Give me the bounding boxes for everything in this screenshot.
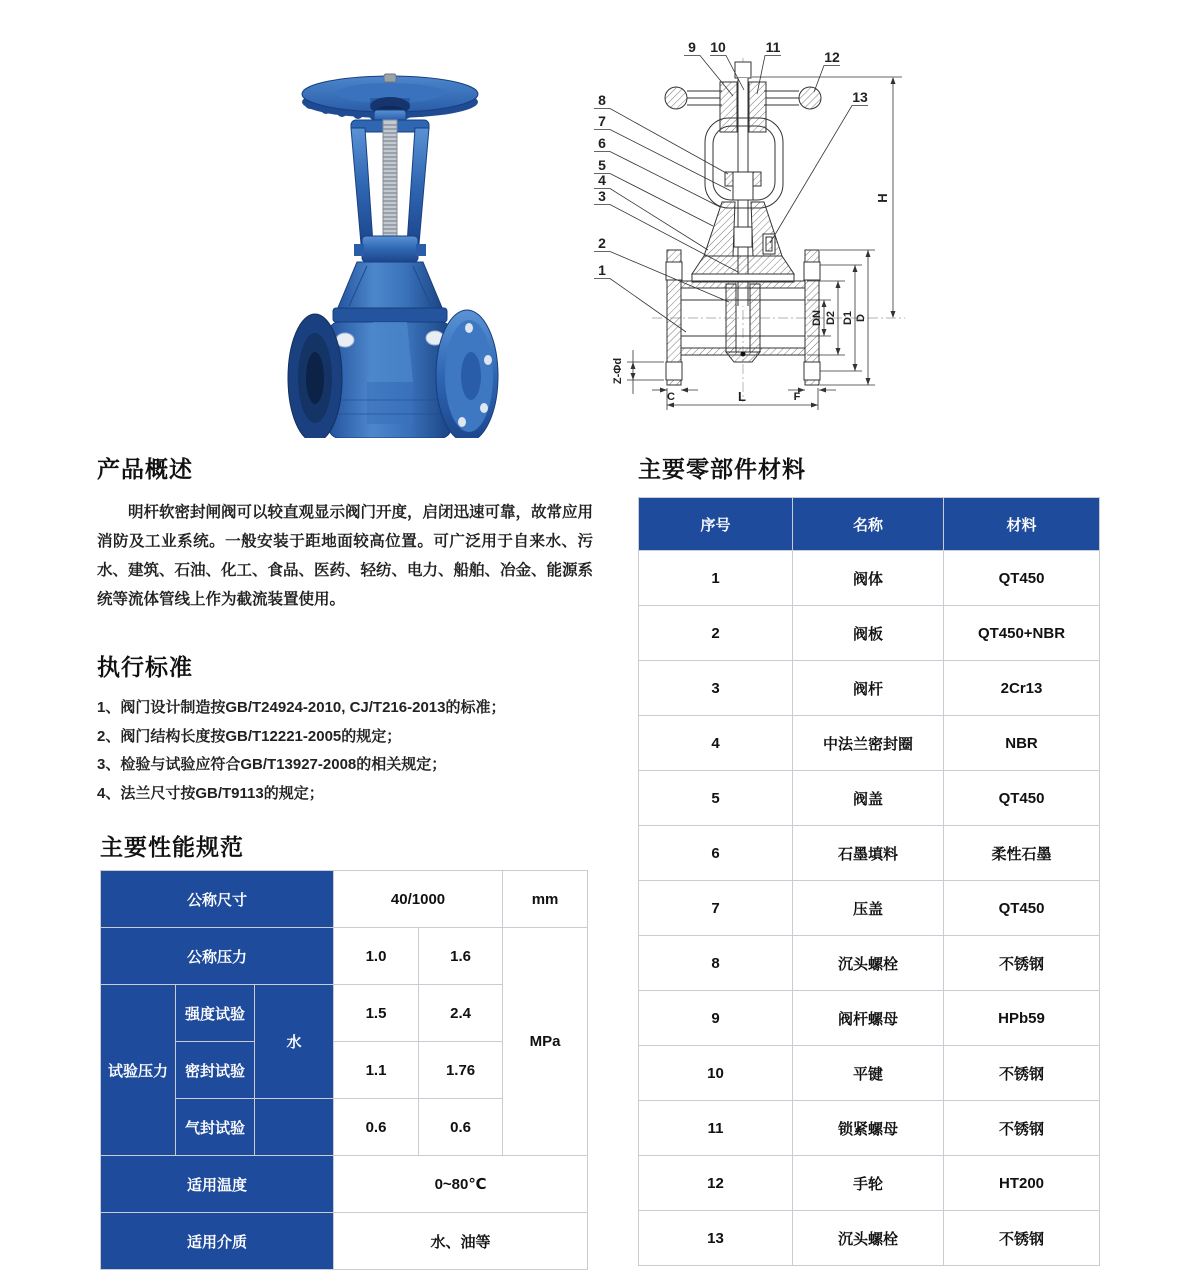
svg-text:10: 10 [710,39,726,55]
cell-material: QT450 [944,771,1100,826]
cell-value: 40/1000 [334,871,503,928]
standards-item: 4、法兰尺寸按GB/T9113的规定； [97,784,324,802]
cell-material: QT450 [944,551,1100,606]
table-row [639,826,1100,881]
cell-name: 阀杆 [793,661,944,716]
row-sublabel: 密封试验 [176,1042,255,1099]
table-row [101,928,588,985]
cell-unit: mm [503,871,588,928]
cell-no: 1 [639,551,793,606]
cell-name: 阀杆螺母 [793,991,944,1046]
row-label: 适用介质 [101,1213,334,1270]
cell-no: 12 [639,1156,793,1211]
cell-value: 1.5 [334,985,419,1042]
svg-text:6: 6 [598,135,606,151]
section-title-overview: 产品概述 [97,456,193,482]
cell-value: 0~80℃ [334,1156,588,1213]
valve-body [288,262,498,438]
cell-material: QT450 [944,881,1100,936]
cell-name: 阀体 [793,551,944,606]
section-title-materials: 主要零部件材料 [638,456,806,482]
cell-material: 不锈钢 [944,936,1100,991]
table-row [639,881,1100,936]
cell-material: QT450+NBR [944,606,1100,661]
cell-no: 8 [639,936,793,991]
cell-name: 阀板 [793,606,944,661]
svg-text:1: 1 [598,262,606,278]
overview-paragraph: 明杆软密封闸阀可以较直观显示阀门开度，启闭迅速可靠，故常应用消防及工业系统。一般安装于距地面较高位置。可广泛用于自来水、污水、建筑、石油、化工、食品、医药、轻纺、电力、船舶、冶金、能源系统等流体管线上作为截流装置使用。 [97,504,594,608]
cell-empty [255,1099,334,1156]
technical-drawing-valve-section [585,30,975,440]
cell-material: 不锈钢 [944,1046,1100,1101]
cell-material: 不锈钢 [944,1101,1100,1156]
table-row [101,871,588,928]
svg-text:D: D [855,314,867,322]
performance-table [100,870,588,1270]
svg-text:H: H [875,193,890,203]
table-row [639,1101,1100,1156]
row-sublabel: 强度试验 [176,985,255,1042]
svg-text:C: C [667,391,675,403]
standards-item: 3、检验与试验应符合GB/T13927-2008的相关规定； [97,756,447,773]
table-row [639,716,1100,771]
table-row [639,1211,1100,1266]
svg-text:8: 8 [598,92,606,108]
table-header-row [639,498,1100,551]
svg-text:4: 4 [598,172,606,188]
cell-material: HPb59 [944,991,1100,1046]
svg-text:7: 7 [598,113,606,129]
cell-no: 5 [639,771,793,826]
section-title-performance: 主要性能规范 [100,834,244,860]
svg-text:D2: D2 [825,310,837,326]
header-cell-material: 材料 [944,498,1100,551]
cell-value: 1.0 [334,928,419,985]
cell-no: 10 [639,1046,793,1101]
cell-no: 3 [639,661,793,716]
svg-text:DN: DN [811,310,823,326]
svg-text:12: 12 [824,49,840,65]
cell-name: 压盖 [793,881,944,936]
cell-name: 平键 [793,1046,944,1101]
row-label: 试验压力 [101,985,176,1156]
table-row [101,1213,588,1270]
section-parts-materials [638,451,1099,1266]
svg-text:9: 9 [688,39,696,55]
cell-value: 水、油等 [334,1213,588,1270]
table-row [639,771,1100,826]
row-label: 公称压力 [101,928,334,985]
svg-text:2: 2 [598,235,606,251]
table-row [639,606,1100,661]
cell-name: 手轮 [793,1156,944,1211]
table-row [639,661,1100,716]
svg-text:3: 3 [598,188,606,204]
svg-text:Z-Φd: Z-Φd [612,357,624,385]
section-title-standards: 执行标准 [97,654,193,680]
cell-value: 1.1 [334,1042,419,1099]
svg-text:13: 13 [852,89,868,105]
dimension-bolt-holes [612,350,664,394]
header-cell-name: 名称 [793,498,944,551]
cell-material: 2Cr13 [944,661,1100,716]
cell-name: 沉头螺栓 [793,1211,944,1266]
cell-value: 0.6 [334,1099,419,1156]
svg-text:F: F [793,391,801,403]
cell-name: 石墨填料 [793,826,944,881]
header-cell-no: 序号 [639,498,793,551]
svg-text:D1: D1 [842,310,854,326]
table-row [639,1156,1100,1211]
cell-medium: 水 [255,985,334,1099]
cell-value: 0.6 [419,1099,503,1156]
cell-unit: MPa [503,928,588,1156]
cell-no: 2 [639,606,793,661]
cell-no: 11 [639,1101,793,1156]
svg-text:11: 11 [765,39,781,55]
table-row [639,551,1100,606]
cell-name: 中法兰密封圈 [793,716,944,771]
row-sublabel: 气封试验 [176,1099,255,1156]
cell-no: 6 [639,826,793,881]
cell-name: 沉头螺栓 [793,936,944,991]
table-row [101,1156,588,1213]
standards-item: 2、阀门结构长度按GB/T12221-2005的规定； [97,727,402,745]
cell-no: 7 [639,881,793,936]
table-row [639,1046,1100,1101]
table-row [639,991,1100,1046]
svg-text:5: 5 [598,157,606,173]
cell-material: 不锈钢 [944,1211,1100,1266]
section-performance-specs [100,829,587,1270]
cell-name: 锁紧螺母 [793,1101,944,1156]
cell-value: 2.4 [419,985,503,1042]
cell-material: 柔性石墨 [944,826,1100,881]
cell-material: HT200 [944,1156,1100,1211]
standards-list [97,694,597,808]
row-label: 适用温度 [101,1156,334,1213]
cell-no: 4 [639,716,793,771]
row-label: 公称尺寸 [101,871,334,928]
section-standards [97,649,597,808]
cell-no: 9 [639,991,793,1046]
standards-item: 1、阀门设计制造按GB/T24924-2010, CJ/T216-2013的标准； [97,699,506,716]
cell-value: 1.6 [419,928,503,985]
svg-text:L: L [738,389,746,404]
materials-table [638,497,1100,1266]
section-product-overview [97,451,593,614]
valve-yoke-stem [351,110,429,262]
cell-name: 阀盖 [793,771,944,826]
cell-material: NBR [944,716,1100,771]
cell-no: 13 [639,1211,793,1266]
product-image-gate-valve [255,48,525,438]
table-row [639,936,1100,991]
cell-value: 1.76 [419,1042,503,1099]
